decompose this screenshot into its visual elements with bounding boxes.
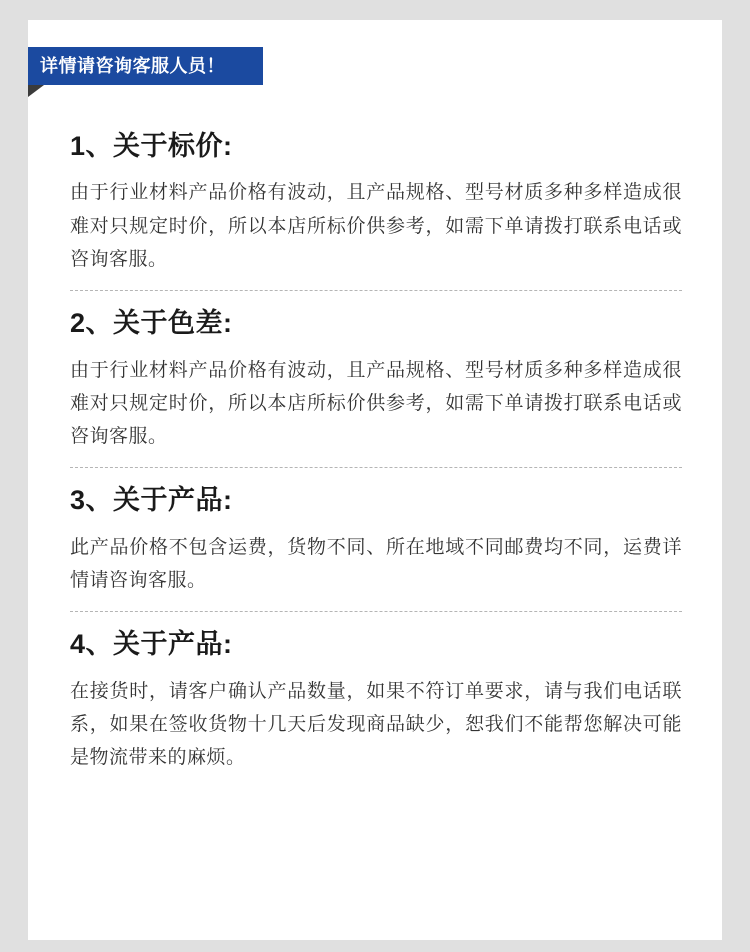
notice-banner-label: 详情请咨询客服人员！ (40, 56, 225, 76)
faq-item-2 (70, 307, 682, 453)
faq-body-3: 此产品价格不包含运费，货物不同、所在地域不同邮费均不同，运费详情请咨询客服。 (70, 536, 682, 591)
faq-item-3 (70, 484, 682, 597)
faq-title-3: 3、关于产品: (70, 485, 233, 516)
banner-ribbon-fold (28, 85, 44, 97)
faq-title-4: 4、关于产品: (70, 629, 233, 660)
faq-body-4: 在接货时，请客户确认产品数量，如果不符订单要求，请与我们电话联系，如果在签收货物十几天后发现商品缺少，恕我们不能帮您解决可能是物流带来的麻烦。 (70, 680, 682, 769)
notice-banner-box (28, 47, 263, 85)
faq-list (70, 130, 682, 774)
faq-divider-2 (70, 467, 682, 468)
faq-item-4 (70, 628, 682, 774)
notice-banner (28, 47, 288, 100)
faq-divider-3 (70, 611, 682, 612)
faq-title-1: 1、关于标价: (70, 131, 233, 161)
faq-divider-1 (70, 290, 682, 291)
faq-title-2: 2、关于色差: (70, 308, 233, 339)
faq-body-2: 由于行业材料产品价格有波动，且产品规格、型号材质多种多样造成很难对只规定时价，所以本店所标价供参考，如需下单请拨打联系电话或咨询客服。 (70, 359, 682, 448)
faq-item-1 (70, 130, 682, 276)
faq-body-1: 由于行业材料产品价格有波动，且产品规格、型号材质多种多样造成很难对只规定时价，所以本店所标价供参考，如需下单请拨打联系电话或咨询客服。 (70, 182, 682, 270)
